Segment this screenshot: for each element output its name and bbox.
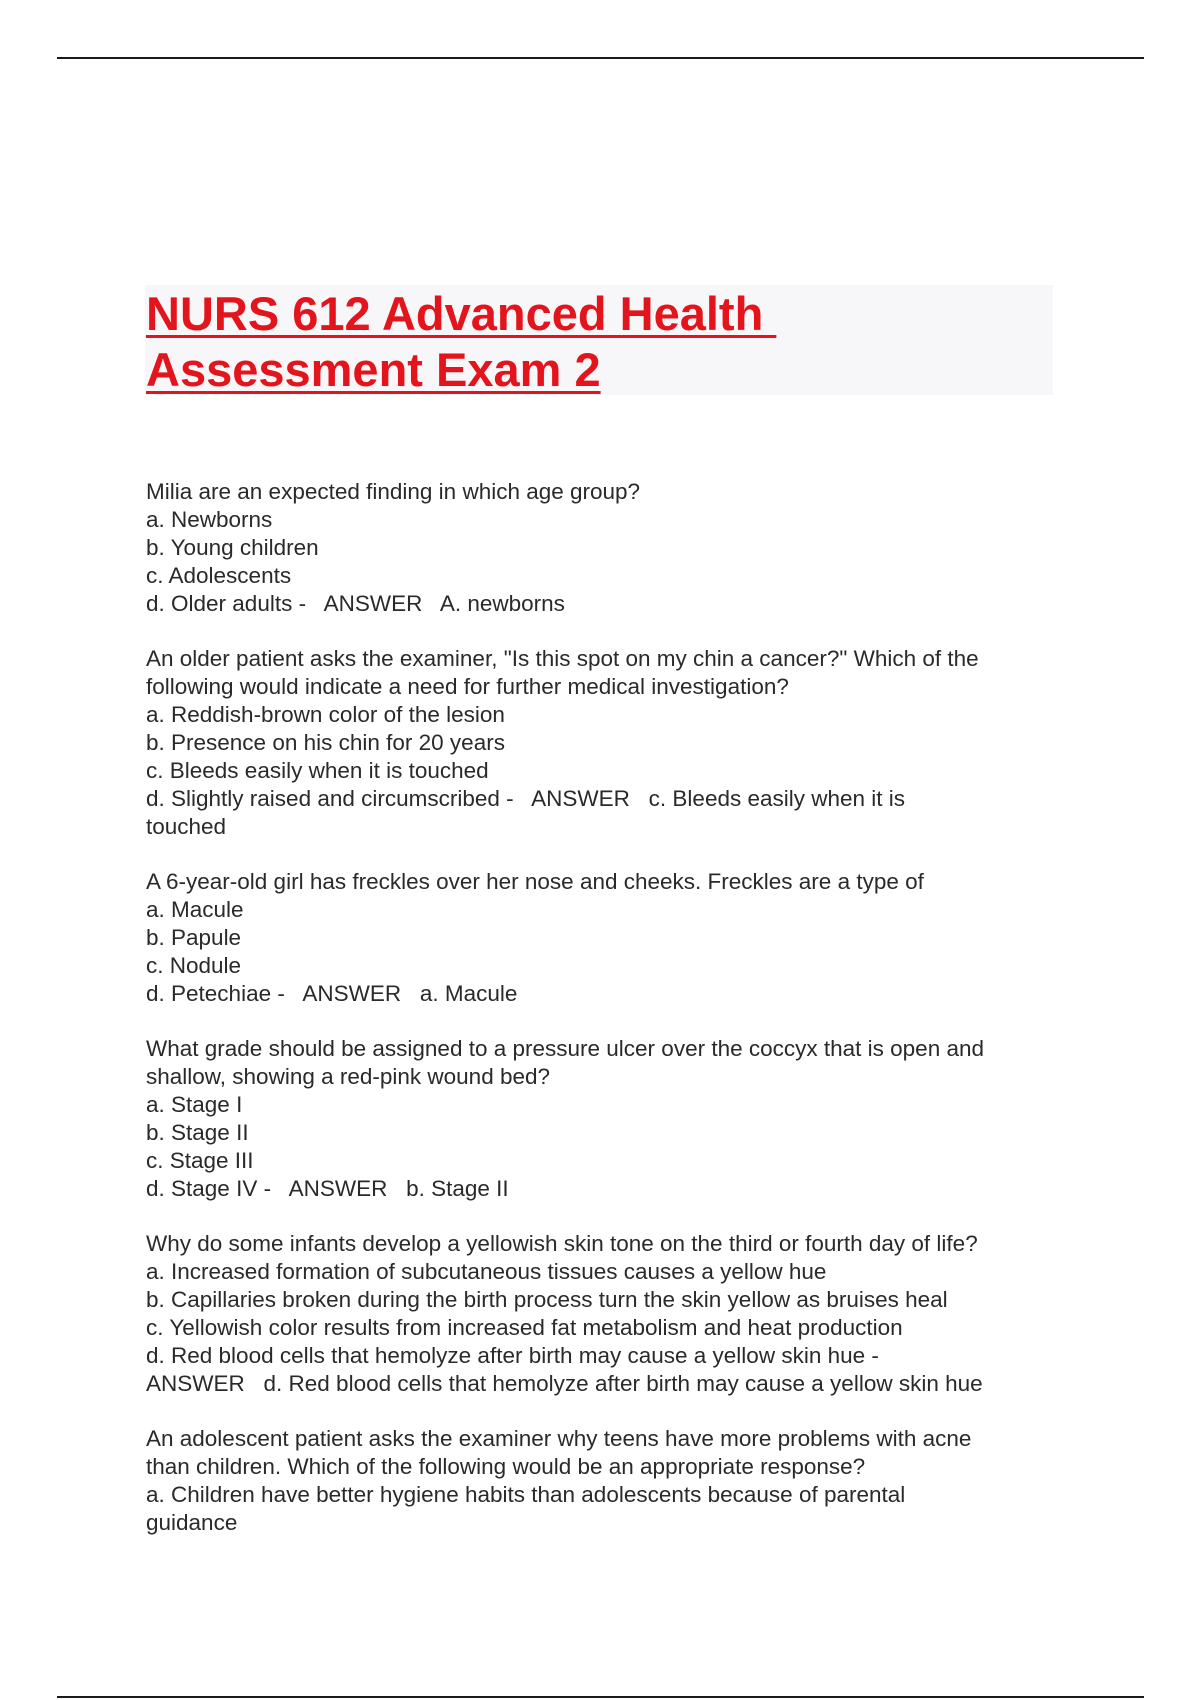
option-b: b. Papule	[146, 925, 242, 950]
question-list	[146, 478, 1058, 1564]
option-b: b. Capillaries broken during the birth process turn the skin yellow as bruises heal	[146, 1287, 948, 1312]
option-a: a. Children have better hygiene habits than adolescents because of parental	[146, 1482, 906, 1507]
question-text: A 6-year-old girl has freckles over her nose and cheeks. Freckles are a type of	[146, 869, 924, 894]
footer-rule	[57, 1696, 1144, 1698]
option-a: a. Newborns	[146, 507, 273, 532]
question-text: shallow, showing a red-pink wound bed?	[146, 1064, 551, 1089]
document-title	[146, 286, 1046, 398]
option-c: c. Stage III	[146, 1148, 254, 1173]
question-text: Milia are an expected finding in which age group?	[146, 479, 641, 504]
option-a: a. Macule	[146, 897, 244, 922]
question-text: An adolescent patient asks the examiner why teens have more problems with acne	[146, 1426, 972, 1451]
option-d: d. Red blood cells that hemolyze after birth may cause a yellow skin hue -	[146, 1343, 879, 1368]
option-c: c. Yellowish color results from increased fat metabolism and heat production	[146, 1315, 903, 1340]
option-a: a. Stage I	[146, 1092, 243, 1117]
option-d-answer: d. Stage IV - ANSWER b. Stage II	[146, 1176, 509, 1201]
option-d-answer: d. Slightly raised and circumscribed - ANSWER c. Bleeds easily when it is	[146, 786, 906, 811]
option-d-answer: d. Petechiae - ANSWER a. Macule	[146, 981, 518, 1006]
question-block	[146, 1035, 1058, 1203]
question-block	[146, 1230, 1058, 1398]
option-a-continuation: guidance	[146, 1510, 238, 1535]
option-b: b. Young children	[146, 535, 319, 560]
answer-line: ANSWER d. Red blood cells that hemolyze after birth may cause a yellow skin hue	[146, 1371, 983, 1396]
question-block	[146, 478, 1058, 618]
option-c: c. Bleeds easily when it is touched	[146, 758, 489, 783]
header-rule	[57, 57, 1144, 59]
option-a: a. Increased formation of subcutaneous tissues causes a yellow hue	[146, 1259, 827, 1284]
question-text: An older patient asks the examiner, "Is this spot on my chin a cancer?" Which of the	[146, 646, 979, 671]
question-text: following would indicate a need for further medical investigation?	[146, 674, 789, 699]
question-block	[146, 645, 1058, 841]
title-line-2: Assessment Exam 2	[146, 343, 601, 396]
question-text: Why do some infants develop a yellowish skin tone on the third or fourth day of life?	[146, 1231, 978, 1256]
option-c: c. Nodule	[146, 953, 242, 978]
answer-continuation: touched	[146, 814, 227, 839]
question-block	[146, 1425, 1058, 1537]
question-block	[146, 868, 1058, 1008]
option-a: a. Reddish-brown color of the lesion	[146, 702, 505, 727]
option-c: c. Adolescents	[146, 563, 292, 588]
title-line-1: NURS 612 Advanced Health	[146, 287, 777, 340]
option-b: b. Presence on his chin for 20 years	[146, 730, 505, 755]
question-text: than children. Which of the following would be an appropriate response?	[146, 1454, 866, 1479]
option-d-answer: d. Older adults - ANSWER A. newborns	[146, 591, 565, 616]
option-b: b. Stage II	[146, 1120, 249, 1145]
question-text: What grade should be assigned to a pressure ulcer over the coccyx that is open and	[146, 1036, 984, 1061]
